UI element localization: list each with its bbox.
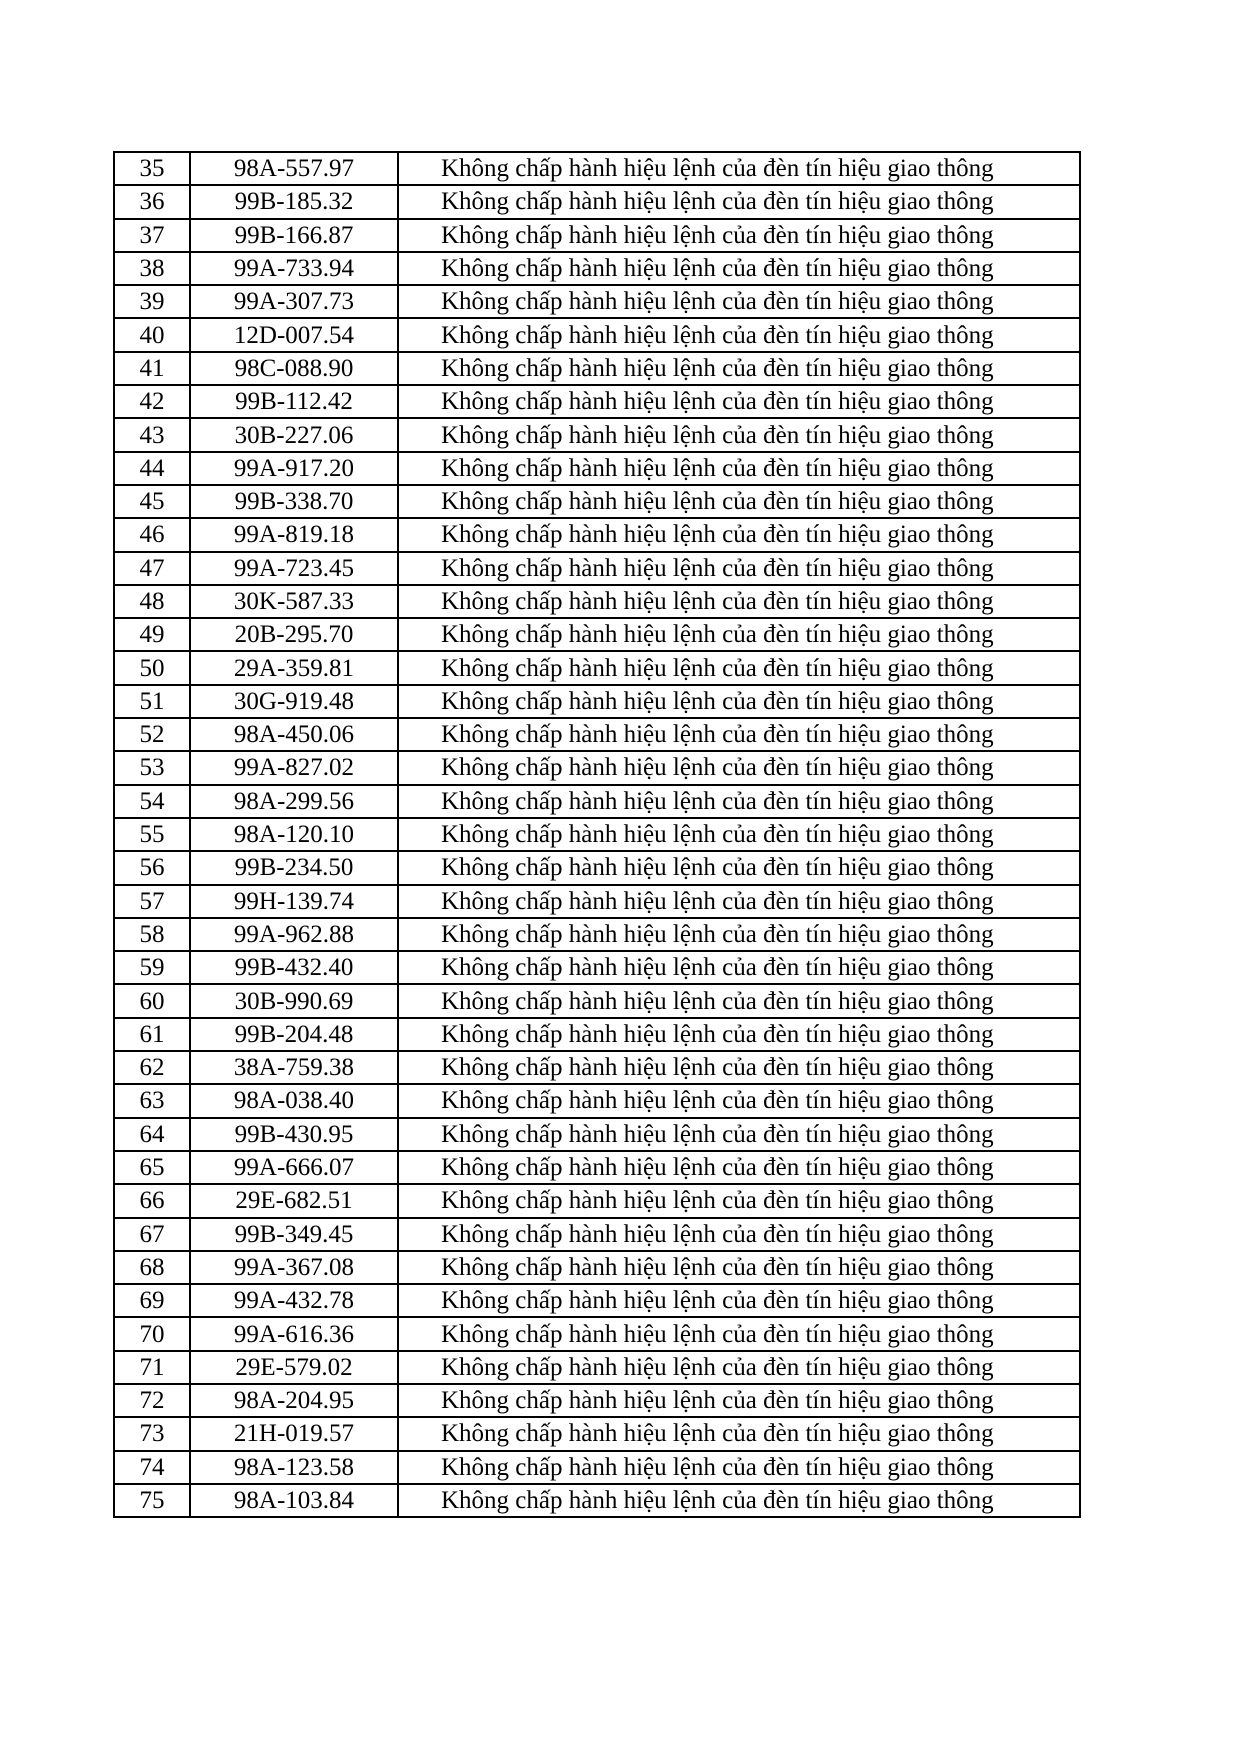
- license-plate-cell: 99B-430.95: [190, 1118, 398, 1151]
- license-plate-cell: 99B-234.50: [190, 851, 398, 884]
- row-number-cell: 39: [114, 285, 190, 318]
- violation-cell: Không chấp hành hiệu lệnh của đèn tín hiệu giao thông: [398, 1051, 1080, 1084]
- license-plate-cell: 98A-204.95: [190, 1384, 398, 1417]
- row-number-cell: 61: [114, 1018, 190, 1051]
- row-number-cell: 66: [114, 1184, 190, 1217]
- row-number-cell: 51: [114, 685, 190, 718]
- violations-table-body: [114, 152, 1080, 1517]
- row-number-cell: 35: [114, 152, 190, 185]
- violation-cell: Không chấp hành hiệu lệnh của đèn tín hiệu giao thông: [398, 1118, 1080, 1151]
- row-number-cell: 43: [114, 418, 190, 451]
- violation-cell: Không chấp hành hiệu lệnh của đèn tín hiệu giao thông: [398, 984, 1080, 1017]
- row-number-cell: 63: [114, 1084, 190, 1117]
- row-number-cell: 73: [114, 1417, 190, 1450]
- table-row: [114, 818, 1080, 851]
- license-plate-cell: 99A-819.18: [190, 518, 398, 551]
- license-plate-cell: 30K-587.33: [190, 585, 398, 618]
- violation-cell: Không chấp hành hiệu lệnh của đèn tín hiệu giao thông: [398, 1284, 1080, 1317]
- violation-cell: Không chấp hành hiệu lệnh của đèn tín hiệu giao thông: [398, 585, 1080, 618]
- license-plate-cell: 20B-295.70: [190, 618, 398, 651]
- table-row: [114, 252, 1080, 285]
- table-row: [114, 318, 1080, 351]
- table-row: [114, 185, 1080, 218]
- table-row: [114, 418, 1080, 451]
- violation-cell: Không chấp hành hiệu lệnh của đèn tín hiệu giao thông: [398, 651, 1080, 684]
- license-plate-cell: 99A-367.08: [190, 1251, 398, 1284]
- table-row: [114, 585, 1080, 618]
- row-number-cell: 67: [114, 1218, 190, 1251]
- license-plate-cell: 12D-007.54: [190, 318, 398, 351]
- table-row: [114, 1351, 1080, 1384]
- row-number-cell: 65: [114, 1151, 190, 1184]
- violation-cell: Không chấp hành hiệu lệnh của đèn tín hiệu giao thông: [398, 918, 1080, 951]
- license-plate-cell: 30G-919.48: [190, 685, 398, 718]
- row-number-cell: 44: [114, 452, 190, 485]
- row-number-cell: 48: [114, 585, 190, 618]
- row-number-cell: 45: [114, 485, 190, 518]
- violation-cell: Không chấp hành hiệu lệnh của đèn tín hiệu giao thông: [398, 1351, 1080, 1384]
- row-number-cell: 69: [114, 1284, 190, 1317]
- license-plate-cell: 99B-204.48: [190, 1018, 398, 1051]
- table-row: [114, 918, 1080, 951]
- row-number-cell: 74: [114, 1451, 190, 1484]
- violation-cell: Không chấp hành hiệu lệnh của đèn tín hiệu giao thông: [398, 318, 1080, 351]
- row-number-cell: 60: [114, 984, 190, 1017]
- table-row: [114, 851, 1080, 884]
- violation-cell: Không chấp hành hiệu lệnh của đèn tín hiệu giao thông: [398, 618, 1080, 651]
- table-row: [114, 718, 1080, 751]
- license-plate-cell: 98A-450.06: [190, 718, 398, 751]
- violation-cell: Không chấp hành hiệu lệnh của đèn tín hiệu giao thông: [398, 718, 1080, 751]
- violation-cell: Không chấp hành hiệu lệnh của đèn tín hiệu giao thông: [398, 785, 1080, 818]
- violation-cell: Không chấp hành hiệu lệnh của đèn tín hiệu giao thông: [398, 818, 1080, 851]
- table-row: [114, 885, 1080, 918]
- violation-cell: Không chấp hành hiệu lệnh của đèn tín hiệu giao thông: [398, 1184, 1080, 1217]
- row-number-cell: 52: [114, 718, 190, 751]
- violation-cell: Không chấp hành hiệu lệnh của đèn tín hiệu giao thông: [398, 152, 1080, 185]
- violation-cell: Không chấp hành hiệu lệnh của đèn tín hiệu giao thông: [398, 452, 1080, 485]
- row-number-cell: 68: [114, 1251, 190, 1284]
- violation-cell: Không chấp hành hiệu lệnh của đèn tín hiệu giao thông: [398, 885, 1080, 918]
- license-plate-cell: 98A-299.56: [190, 785, 398, 818]
- violation-cell: Không chấp hành hiệu lệnh của đèn tín hiệu giao thông: [398, 685, 1080, 718]
- table-row: [114, 285, 1080, 318]
- row-number-cell: 36: [114, 185, 190, 218]
- license-plate-cell: 21H-019.57: [190, 1417, 398, 1450]
- license-plate-cell: 29A-359.81: [190, 651, 398, 684]
- table-row: [114, 1384, 1080, 1417]
- table-row: [114, 1018, 1080, 1051]
- license-plate-cell: 38A-759.38: [190, 1051, 398, 1084]
- license-plate-cell: 99B-349.45: [190, 1218, 398, 1251]
- row-number-cell: 37: [114, 219, 190, 252]
- violation-cell: Không chấp hành hiệu lệnh của đèn tín hiệu giao thông: [398, 285, 1080, 318]
- license-plate-cell: 98C-088.90: [190, 352, 398, 385]
- license-plate-cell: 99A-917.20: [190, 452, 398, 485]
- row-number-cell: 58: [114, 918, 190, 951]
- table-row: [114, 751, 1080, 784]
- row-number-cell: 54: [114, 785, 190, 818]
- table-row: [114, 618, 1080, 651]
- violation-cell: Không chấp hành hiệu lệnh của đèn tín hiệu giao thông: [398, 1484, 1080, 1517]
- table-row: [114, 1284, 1080, 1317]
- table-row: [114, 1151, 1080, 1184]
- license-plate-cell: 98A-123.58: [190, 1451, 398, 1484]
- violation-cell: Không chấp hành hiệu lệnh của đèn tín hiệu giao thông: [398, 1251, 1080, 1284]
- violation-cell: Không chấp hành hiệu lệnh của đèn tín hiệu giao thông: [398, 552, 1080, 585]
- violation-cell: Không chấp hành hiệu lệnh của đèn tín hiệu giao thông: [398, 352, 1080, 385]
- violation-cell: Không chấp hành hiệu lệnh của đèn tín hiệu giao thông: [398, 1084, 1080, 1117]
- license-plate-cell: 99H-139.74: [190, 885, 398, 918]
- table-row: [114, 1118, 1080, 1151]
- table-row: [114, 984, 1080, 1017]
- violation-cell: Không chấp hành hiệu lệnh của đèn tín hiệu giao thông: [398, 418, 1080, 451]
- license-plate-cell: 99A-307.73: [190, 285, 398, 318]
- row-number-cell: 62: [114, 1051, 190, 1084]
- violation-cell: Không chấp hành hiệu lệnh của đèn tín hiệu giao thông: [398, 751, 1080, 784]
- license-plate-cell: 99B-338.70: [190, 485, 398, 518]
- table-row: [114, 1317, 1080, 1350]
- license-plate-cell: 29E-579.02: [190, 1351, 398, 1384]
- violation-cell: Không chấp hành hiệu lệnh của đèn tín hiệu giao thông: [398, 185, 1080, 218]
- license-plate-cell: 98A-557.97: [190, 152, 398, 185]
- row-number-cell: 55: [114, 818, 190, 851]
- license-plate-cell: 98A-120.10: [190, 818, 398, 851]
- row-number-cell: 59: [114, 951, 190, 984]
- violation-cell: Không chấp hành hiệu lệnh của đèn tín hiệu giao thông: [398, 851, 1080, 884]
- row-number-cell: 72: [114, 1384, 190, 1417]
- row-number-cell: 70: [114, 1317, 190, 1350]
- license-plate-cell: 99B-432.40: [190, 951, 398, 984]
- license-plate-cell: 99B-166.87: [190, 219, 398, 252]
- table-row: [114, 152, 1080, 185]
- table-row: [114, 518, 1080, 551]
- table-row: [114, 785, 1080, 818]
- violation-cell: Không chấp hành hiệu lệnh của đèn tín hiệu giao thông: [398, 1384, 1080, 1417]
- row-number-cell: 38: [114, 252, 190, 285]
- table-row: [114, 352, 1080, 385]
- table-row: [114, 1417, 1080, 1450]
- license-plate-cell: 99B-185.32: [190, 185, 398, 218]
- violation-cell: Không chấp hành hiệu lệnh của đèn tín hiệu giao thông: [398, 1317, 1080, 1350]
- license-plate-cell: 30B-990.69: [190, 984, 398, 1017]
- license-plate-cell: 98A-038.40: [190, 1084, 398, 1117]
- table-row: [114, 1218, 1080, 1251]
- row-number-cell: 49: [114, 618, 190, 651]
- row-number-cell: 71: [114, 1351, 190, 1384]
- license-plate-cell: 99A-827.02: [190, 751, 398, 784]
- row-number-cell: 57: [114, 885, 190, 918]
- table-row: [114, 485, 1080, 518]
- license-plate-cell: 30B-227.06: [190, 418, 398, 451]
- table-row: [114, 951, 1080, 984]
- row-number-cell: 46: [114, 518, 190, 551]
- row-number-cell: 75: [114, 1484, 190, 1517]
- violation-cell: Không chấp hành hiệu lệnh của đèn tín hiệu giao thông: [398, 485, 1080, 518]
- table-row: [114, 219, 1080, 252]
- violation-cell: Không chấp hành hiệu lệnh của đèn tín hiệu giao thông: [398, 1151, 1080, 1184]
- table-row: [114, 385, 1080, 418]
- violation-cell: Không chấp hành hiệu lệnh của đèn tín hiệu giao thông: [398, 951, 1080, 984]
- license-plate-cell: 98A-103.84: [190, 1484, 398, 1517]
- row-number-cell: 64: [114, 1118, 190, 1151]
- license-plate-cell: 99A-616.36: [190, 1317, 398, 1350]
- violation-cell: Không chấp hành hiệu lệnh của đèn tín hiệu giao thông: [398, 219, 1080, 252]
- license-plate-cell: 99A-962.88: [190, 918, 398, 951]
- table-row: [114, 1084, 1080, 1117]
- violation-cell: Không chấp hành hiệu lệnh của đèn tín hiệu giao thông: [398, 518, 1080, 551]
- license-plate-cell: 99A-666.07: [190, 1151, 398, 1184]
- row-number-cell: 47: [114, 552, 190, 585]
- violation-cell: Không chấp hành hiệu lệnh của đèn tín hiệu giao thông: [398, 1218, 1080, 1251]
- license-plate-cell: 99A-432.78: [190, 1284, 398, 1317]
- row-number-cell: 56: [114, 851, 190, 884]
- violation-cell: Không chấp hành hiệu lệnh của đèn tín hiệu giao thông: [398, 252, 1080, 285]
- table-row: [114, 1051, 1080, 1084]
- row-number-cell: 53: [114, 751, 190, 784]
- row-number-cell: 42: [114, 385, 190, 418]
- row-number-cell: 40: [114, 318, 190, 351]
- license-plate-cell: 99B-112.42: [190, 385, 398, 418]
- violation-cell: Không chấp hành hiệu lệnh của đèn tín hiệu giao thông: [398, 1451, 1080, 1484]
- violation-cell: Không chấp hành hiệu lệnh của đèn tín hiệu giao thông: [398, 385, 1080, 418]
- table-row: [114, 651, 1080, 684]
- table-row: [114, 452, 1080, 485]
- row-number-cell: 41: [114, 352, 190, 385]
- violation-cell: Không chấp hành hiệu lệnh của đèn tín hiệu giao thông: [398, 1018, 1080, 1051]
- table-row: [114, 1484, 1080, 1517]
- violations-table: [113, 151, 1081, 1518]
- license-plate-cell: 99A-723.45: [190, 552, 398, 585]
- table-row: [114, 1184, 1080, 1217]
- table-row: [114, 685, 1080, 718]
- table-row: [114, 1451, 1080, 1484]
- license-plate-cell: 29E-682.51: [190, 1184, 398, 1217]
- license-plate-cell: 99A-733.94: [190, 252, 398, 285]
- table-row: [114, 1251, 1080, 1284]
- table-row: [114, 552, 1080, 585]
- row-number-cell: 50: [114, 651, 190, 684]
- violation-cell: Không chấp hành hiệu lệnh của đèn tín hiệu giao thông: [398, 1417, 1080, 1450]
